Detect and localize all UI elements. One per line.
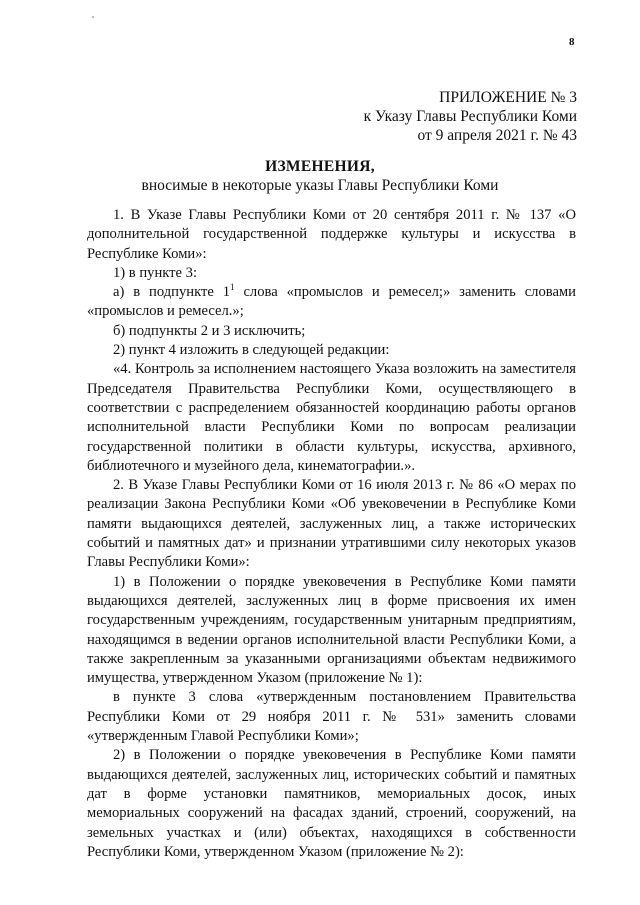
- paragraph-1: 1. В Указе Главы Республики Коми от 20 сентября 2011 г. № 137 «О дополнительной государственной поддержке культуры и искусства в Республике Коми»:: [87, 207, 576, 262]
- paragraph-2: 1) в пункте 3:: [113, 264, 198, 281]
- paragraph-10: 2) в Положении о порядке увековечения в Республике Коми памяти выдающихся деятелей, заслуженных лиц, исторических событий и памятных дат в форме установки памятников, мемориальных досок, иных мемориальных сооружений на фасадах зданий, строений, сооружений, на земельных участках и (или) объектах, находящихся в собственности Республики Коми, утвержденном Указом (приложение № 2):: [87, 747, 576, 860]
- appendix-block: [364, 88, 577, 145]
- superscript-number: 1: [230, 282, 235, 293]
- page-number: 8: [569, 36, 575, 48]
- paragraph-4: б) подпункты 2 и 3 исключить;: [113, 322, 306, 339]
- heading-title: ИЗМЕНЕНИЯ,: [265, 158, 375, 175]
- document-heading: [0, 157, 640, 195]
- scan-speck: [92, 16, 94, 18]
- paragraph-6: «4. Контроль за исполнением настоящего Указа возложить на заместителя Председателя Правительства Республики Коми, осуществляющего в соответствии с распределением обязанностей координацию работы органов исполнительной власти Республики Коми по вопросам реализации государственной политики в области культуры, искусства, архивного, библиотечного и музейного дела, кинематографии.».: [87, 361, 576, 474]
- paragraph-5: 2) пункт 4 изложить в следующей редакции:: [113, 342, 390, 359]
- paragraph-3-start: а) в подпункте 1: [113, 284, 231, 301]
- paragraph-3-end: слова «промыслов и ремесел;» заменить словами «промыслов и ремесел.»;: [87, 284, 576, 320]
- appendix-date: от 9 апреля 2021 г. № 43: [417, 127, 577, 144]
- paragraph-7: 2. В Указе Главы Республики Коми от 16 июля 2013 г. № 86 «О мерах по реализации Закона Республики Коми «Об увековечении в Республике Коми памяти выдающихся деятелей, заслуженных лиц, а также исторических событий и памятных дат» и признании утратившими силу некоторых указов Главы Республики Коми»:: [87, 477, 576, 571]
- appendix-decree-ref: к Указу Главы Республики Коми: [363, 108, 577, 125]
- paragraph-9: в пункте 3 слова «утвержденным постановлением Правительства Республики Коми от 29 ноября 2011 г. № 531» заменить словами «утвержденным Главой Республики Коми»;: [87, 689, 576, 745]
- document-body: [87, 206, 576, 862]
- appendix-title: ПРИЛОЖЕНИЕ № 3: [439, 89, 577, 106]
- paragraph-8: 1) в Положении о порядке увековечения в Республике Коми памяти выдающихся деятелей, заслуженных лиц в форме присвоения их имен государственным учреждениям, государственным унитарным предприятиям, находящимся в ведении органов исполнительной власти Республики Коми, а также закрепленным за указанными организациями объектам недвижимого имущества, утвержденном Указом (приложение № 1):: [87, 573, 576, 687]
- heading-subtitle: вносимые в некоторые указы Главы Республики Коми: [141, 177, 499, 194]
- paragraph-3: [87, 283, 576, 322]
